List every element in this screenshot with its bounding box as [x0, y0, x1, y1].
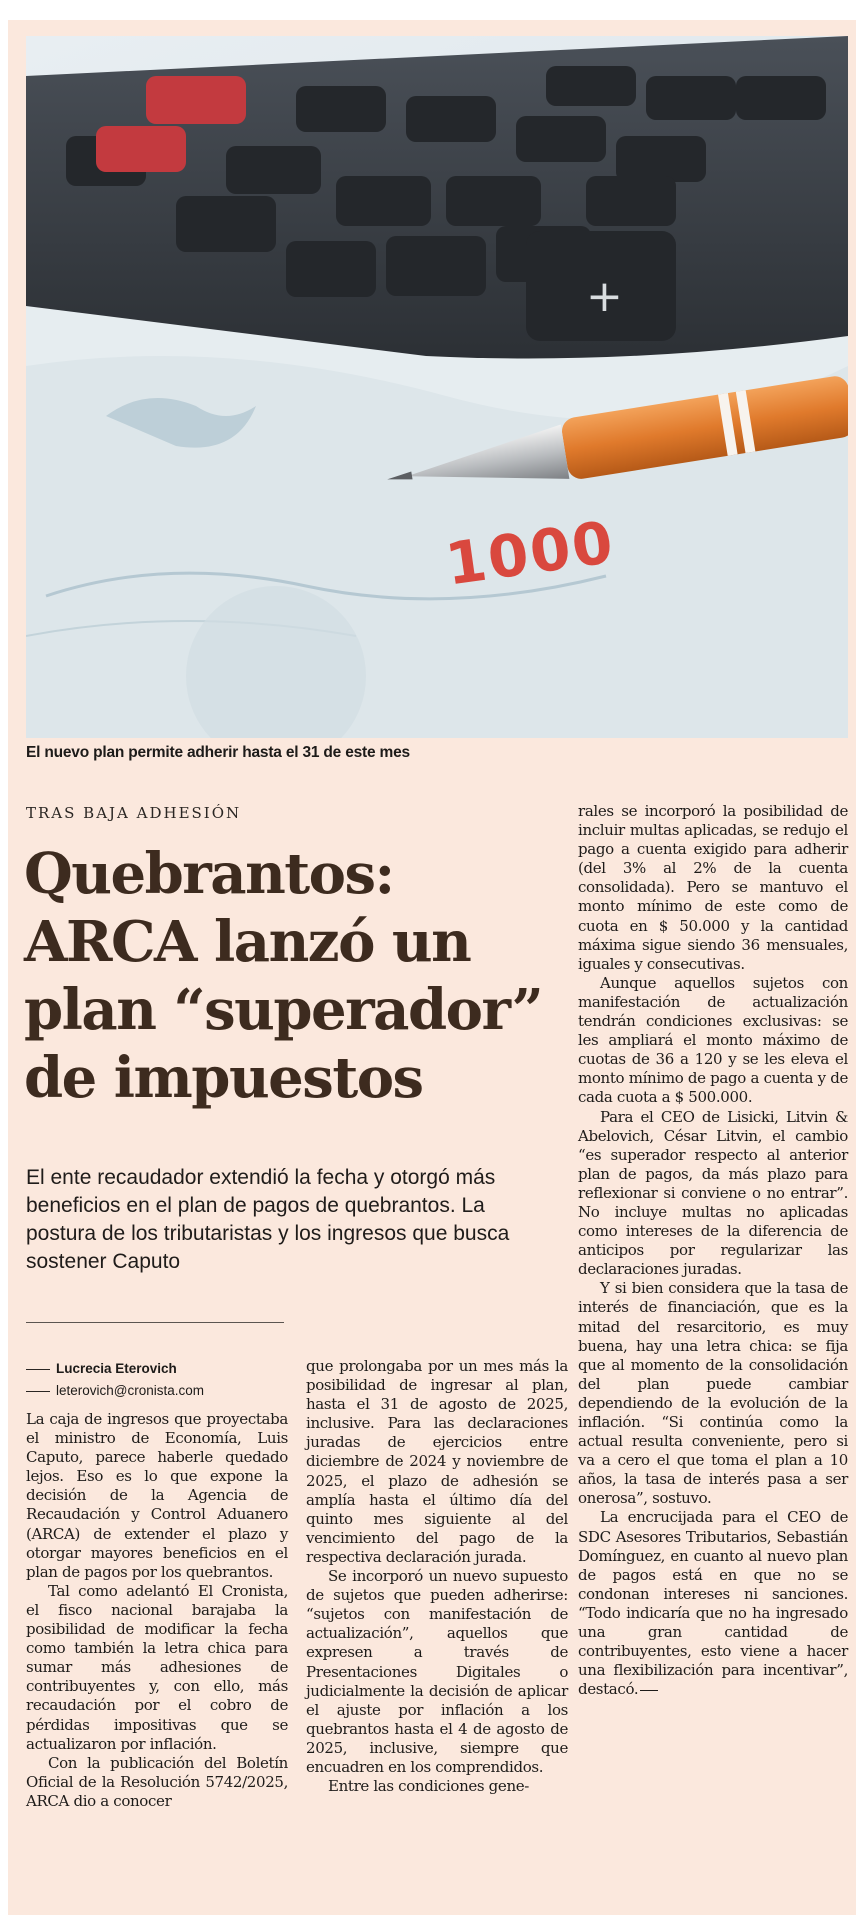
body-paragraph: Para el CEO de Lisicki, Litvin & Abelovich, César Litvin, el cambio “es superador respecto al anterior plan de pagos, da más plazo para reflexionar si conviene o no entrar”. No incluye multas no aplicadas como intereses de la diferencia de anticipos por regularizar las declaraciones juradas.: [578, 1107, 848, 1279]
body-column-3: [578, 802, 848, 1699]
body-paragraph: rales se incorporó la posibilidad de incluir multas aplicadas, se redujo el pago a cuenta exigido para adherir (del 3% al 2% de la cuenta consolidada). Pero se mantuvo el monto mínimo de este como de cuota en $ 50.000 y la cantidad máxima sigue siendo 36 mensuales, iguales y consecutivas.: [578, 802, 848, 973]
headline: [24, 840, 543, 1112]
headline-line: plan “superador”: [24, 977, 543, 1043]
article-deck: El ente recaudador extendió la fecha y otorgó más beneficios en el plan de pagos de quebrantos. La postura de los tributaristas y los ingresos que busca sostener Caputo: [26, 1166, 510, 1273]
body-paragraph-last: [578, 1508, 848, 1699]
body-paragraph-text: La encrucijada para el CEO de SDC Asesores Tributarios, Sebastián Domínguez, en cuanto al nuevo plan de pagos está en que no se condonan intereses ni sanciones. “Todo indicaría que no ha ingresado una gran cantidad de contribuyentes, esto viene a hacer una flexibilización para incentivar”, destacó.: [578, 1508, 848, 1699]
end-mark: [640, 1690, 658, 1691]
body-paragraph: Tal como adelantó El Cronista, el fisco nacional barajaba la posibilidad de modificar la fecha como también la letra chica para sumar más adhesiones de contribuyentes y, con ello, más recaudación por el cobro de pérdidas impositivas que se actualizaron por inflación.: [26, 1581, 288, 1753]
body-paragraph: Con la publicación del Boletín Oficial de la Resolución 5742/2025, ARCA dio a conocer: [26, 1753, 288, 1810]
byline: [26, 1358, 286, 1402]
divider: [26, 1322, 284, 1323]
body-paragraph: Se incorporó un nuevo supuesto de sujetos que pueden adherirse: “sujetos con manifestación de actualización”, aquellos que expresen a través de Presentaciones Digitales o judicialmente la decisión de aplicar el ajuste por inflación a los quebrantos hasta el 4 de agosto de 2025, inclusive, siempre que encuadren en los comprendidos.: [306, 1567, 568, 1776]
article-photo: [26, 36, 848, 738]
body-paragraph: Aunque aquellos sujetos con manifestación de actualización tendrán condiciones exclusivas: se les ampliará el monto máximo de cuotas de 36 a 120 y se les eleva el monto mínimo de pago a cuenta y de cada cuota a $ 500.000.: [578, 973, 848, 1107]
author-name: Lucrecia Eterovich: [56, 1361, 177, 1376]
article-page: [8, 20, 856, 1915]
author-email: leterovich@cronista.com: [56, 1383, 205, 1398]
headline-line: de impuestos: [24, 1045, 423, 1111]
headline-line: ARCA lanzó un: [24, 909, 471, 975]
calculator-pen-banknote-image: [26, 36, 848, 738]
body-paragraph: La caja de ingresos que proyectaba el ministro de Economía, Luis Caputo, parece haberle quedado lejos. Eso es lo que expone la decisión de la Agencia de Recaudación y Control Aduanero (ARCA) de extender el plazo y otorgar mayores beneficios en el plan de pagos por los quebrantos.: [26, 1410, 288, 1581]
plus-key-icon: +: [586, 271, 623, 322]
banknote-value-text: 1000: [441, 507, 619, 599]
body-paragraph: que prolongaba por un mes más la posibilidad de ingresar al plan, hasta el 31 de agosto de 2025, inclusive. Para las declaraciones juradas de ejercicios entre diciembre de 2024 y noviembre de 2025, el plazo de adhesión se amplía hasta el último día del quinto mes siguiente al del vencimiento del pago de la respectiva declaración jurada.: [306, 1357, 568, 1566]
byline-dash: [26, 1391, 50, 1392]
photo-caption: El nuevo plan permite adherir hasta el 31 de este mes: [26, 744, 410, 761]
body-column-1: [26, 1410, 288, 1811]
body-paragraph: Entre las condiciones gene-: [328, 1777, 530, 1796]
kicker: TRAS BAJA ADHESIÓN: [26, 804, 242, 822]
byline-dash: [26, 1369, 50, 1370]
body-paragraph: Y si bien considera que la tasa de interés de financiación, que es la mitad del resarcitorio, es muy buena, hay una letra chica: se fija que al momento de la consolidación del plan puede cambiar dependiendo de la evolución de la inflación. “Si continúa como la actual resulta conveniente, pero si va a cero el que toma el plan a 10 años, la tasa de interés pasa a ser onerosa”, sostuvo.: [578, 1279, 848, 1508]
headline-line: Quebrantos:: [24, 841, 394, 907]
body-column-2: [306, 1357, 568, 1796]
